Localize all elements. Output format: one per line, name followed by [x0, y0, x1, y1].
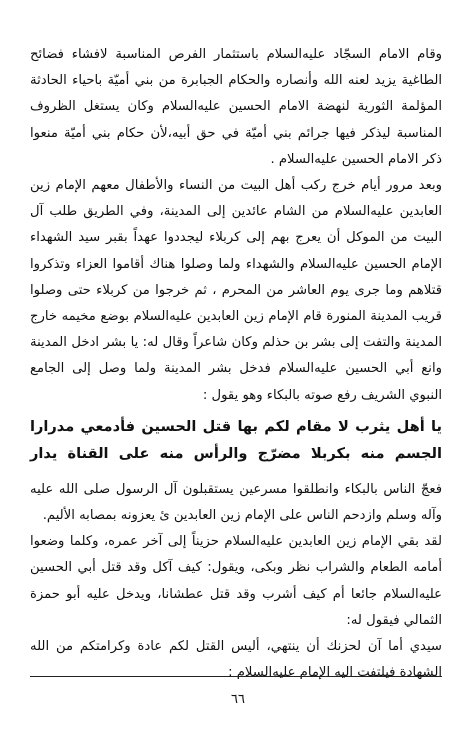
- footer-divider: [30, 676, 442, 677]
- paragraph-sajjad: وقام الامام السجّاد عليه‌السلام باستثمار الفرص المناسبة لافشاء فضائح الطاغية يزيد لعنه الله وأنصاره والحكام الجبابرة من بني أميّة باحياء الحادثة المؤلمة الثورية لنهضة الامام الحسين عليه‌السلام وكان يستغل الظروف المناسبة ليذكر فيها جرائم بني أميّة في حق أبيه،لأن حكام بني أميّة منعوا ذكر الامام الحسين عليه‌السلام .: [30, 47, 442, 167]
- verse-line: يا أهل يثرب لا مقام لكم بها قتل الحسين فأدمعي مدرارا: [30, 417, 442, 435]
- verse-line: الجسم منه بكربلا مضرّج والرأس منه على القناة يدار: [30, 444, 442, 462]
- paragraph-return-journey: وبعد مرور أيام خرج ركب أهل البيت من النساء والأطفال معهم الإمام زين العابدين عليه‌السلام من الشام عائدين إلى المدينة، وفي الطريق طلب آل البيت من الموكل أن يعرج بهم إلى كربلاء ليجددوا عهداً بقبر سيد الشهداء الإمام الحسين عليه‌السلام والشهداء ولما وصلوا هناك أقاموا العزاء وتذكروا قتلاهم وما جرى يوم العاشر من المحرم ، ثم خرجوا من كربلاء حتى وصلوا قريب المدينة المنورة قام الإمام زين العابدين عليه‌السلام بوضع مخيمه خارج المدينة والتفت إلى بشر بن حذلم وكان شاعراً وقال له: يا بشر ادخل المدينة وانع أبي الحسين عليه‌السلام فدخل بشر المدينة ولما وصل إلى الجامع النبوي الشريف رفع صوته بالبكاء وهو يقول :: [30, 178, 442, 403]
- paragraph-mourning: فعجّ الناس بالبكاء وانطلقوا مسرعين يستقبلون آل الرسول صلى الله عليه وآله وسلم وازدحم الناس على الإمام زين العابدين ئ يعزونه بمصابه الأليم.: [30, 481, 442, 524]
- paragraph-abu-hamza: سيدي أما آن لحزنك أن ينتهي، أليس القتل لكم عادة وكرامتكم من الله الشهادة فيلتفت اليه الإمام عليه‌السلام :: [30, 639, 442, 681]
- poem-verse: [30, 413, 442, 467]
- paragraph-grief: لقد بقي الإمام زين العابدين عليه‌السلام حزيناً إلى آخر عمره، وكلما وضعوا أمامه الطعام والشراب نظر وبكى، ويقول: كيف آكل وقد قتل أبي الحسين عليه‌السلام جائعا أم كيف أشرب وقد قتل عطشانا، ويدخل عليه أبو حمزة الثمالي فيقول له:: [30, 534, 442, 628]
- page-number: ٦٦: [231, 692, 245, 707]
- page-body: [30, 42, 442, 686]
